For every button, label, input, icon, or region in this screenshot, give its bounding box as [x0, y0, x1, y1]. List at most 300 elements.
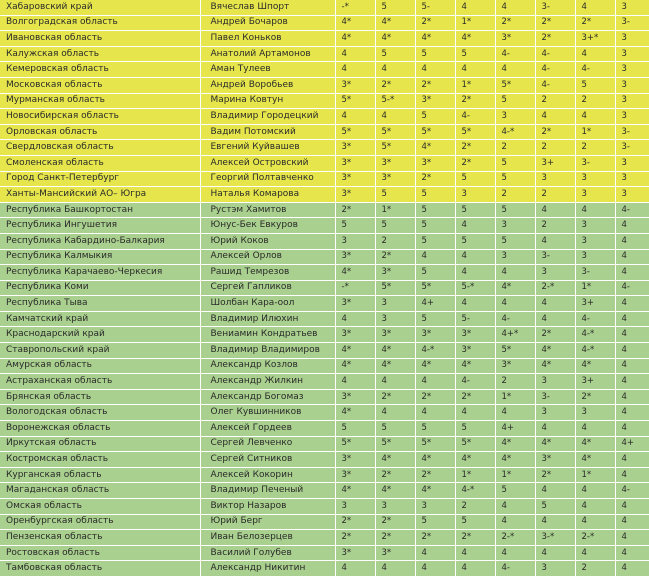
score-cell: 4	[615, 421, 649, 437]
score-cell: 1*	[455, 15, 495, 31]
score-cell: 4	[455, 249, 495, 265]
score-cell: 3	[375, 499, 415, 515]
score-cell: 4*	[455, 452, 495, 468]
score-cell: 3	[335, 233, 375, 249]
table-row	[0, 218, 649, 234]
table-row	[0, 343, 649, 359]
score-cell: 4-*	[495, 124, 535, 140]
score-cell: 3	[575, 218, 615, 234]
score-cell: 3	[615, 155, 649, 171]
region-name: Иркутская область	[0, 436, 200, 452]
score-cell: 4	[575, 545, 615, 561]
governor-name: Александр Жилкин	[200, 374, 335, 390]
score-cell: 4	[375, 62, 415, 78]
score-cell: 3-	[575, 265, 615, 281]
score-cell: 4+	[495, 421, 535, 437]
governor-name: Сергей Гапликов	[200, 280, 335, 296]
score-cell: 5	[495, 233, 535, 249]
score-cell: 4	[615, 389, 649, 405]
governor-name: Павел Коньков	[200, 31, 335, 47]
score-cell: 4-*	[415, 343, 455, 359]
score-cell: 4	[535, 296, 575, 312]
score-cell: 4	[335, 62, 375, 78]
score-cell: 4	[575, 0, 615, 15]
score-cell: 5*	[415, 436, 455, 452]
region-name: Краснодарский край	[0, 327, 200, 343]
governor-name: Алексей Кокорин	[200, 467, 335, 483]
score-cell: 4+	[615, 436, 649, 452]
score-cell: 5	[455, 46, 495, 62]
table-row	[0, 530, 649, 546]
score-cell: 4*	[375, 483, 415, 499]
score-cell: 3*	[375, 155, 415, 171]
score-cell: 3	[495, 218, 535, 234]
score-cell: 3	[615, 187, 649, 203]
score-cell: 2*	[415, 77, 455, 93]
score-cell: 3-	[535, 389, 575, 405]
score-cell: 4	[415, 249, 455, 265]
governor-name: Алексей Островский	[200, 155, 335, 171]
score-cell: 5-*	[375, 93, 415, 109]
score-cell: 5	[375, 0, 415, 15]
region-name: Ханты-Мансийский АО– Югра	[0, 187, 200, 203]
score-cell: 4*	[455, 358, 495, 374]
table-row	[0, 280, 649, 296]
score-cell: 4	[535, 545, 575, 561]
governor-name: Шолбан Кара-оол	[200, 296, 335, 312]
score-cell: 4	[615, 561, 649, 577]
score-cell: 1*	[575, 280, 615, 296]
table-row	[0, 545, 649, 561]
score-cell: 4*	[415, 483, 455, 499]
governor-name: Вячеслав Шпорт	[200, 0, 335, 15]
score-cell: 4-	[575, 311, 615, 327]
score-cell: 3*	[335, 327, 375, 343]
governor-name: Виктор Назаров	[200, 499, 335, 515]
score-cell: -*	[335, 280, 375, 296]
score-cell: 3*	[375, 327, 415, 343]
governor-name: Иван Белозерцев	[200, 530, 335, 546]
score-cell: 5	[455, 202, 495, 218]
score-cell: 2*	[415, 171, 455, 187]
score-cell: 4	[575, 46, 615, 62]
score-cell: 5	[375, 421, 415, 437]
score-cell: 4	[535, 311, 575, 327]
score-cell: 4	[415, 561, 455, 577]
score-cell: 3	[415, 499, 455, 515]
table-row	[0, 187, 649, 203]
governor-name: Аман Тулеев	[200, 62, 335, 78]
region-name: Волгоградская область	[0, 15, 200, 31]
score-cell: 3-	[575, 155, 615, 171]
score-cell: 5	[375, 218, 415, 234]
region-name: Республика Башкортостан	[0, 202, 200, 218]
score-cell: 4	[495, 62, 535, 78]
table-row	[0, 171, 649, 187]
score-cell: 4*	[335, 15, 375, 31]
score-cell: 4*	[375, 452, 415, 468]
score-cell: 4*	[335, 405, 375, 421]
score-cell: 4-	[615, 202, 649, 218]
score-cell: 5	[495, 171, 535, 187]
score-cell: 5-	[415, 0, 455, 15]
score-cell: 3	[535, 265, 575, 281]
score-cell: 5-*	[455, 280, 495, 296]
score-cell: 5	[495, 202, 535, 218]
region-name: Тамбовская область	[0, 561, 200, 577]
score-cell: 2*	[535, 467, 575, 483]
score-cell: 4-*	[575, 343, 615, 359]
score-cell: 3*	[455, 343, 495, 359]
table-row	[0, 140, 649, 156]
region-name: Оренбургская область	[0, 514, 200, 530]
score-cell: 5	[415, 46, 455, 62]
score-cell: 4+	[415, 296, 455, 312]
score-cell: 4	[495, 296, 535, 312]
table-row	[0, 233, 649, 249]
score-cell: 2-*	[575, 530, 615, 546]
score-cell: 3*	[415, 155, 455, 171]
score-cell: 4	[415, 374, 455, 390]
score-cell: 3*	[335, 545, 375, 561]
governor-name: Вениамин Кондратьев	[200, 327, 335, 343]
score-cell: 3	[575, 233, 615, 249]
score-cell: 3	[615, 77, 649, 93]
governor-name: Наталья Комарова	[200, 187, 335, 203]
governor-name: Олег Кувшинников	[200, 405, 335, 421]
region-name: Омская область	[0, 499, 200, 515]
score-cell: 4	[495, 545, 535, 561]
score-cell: 2*	[375, 467, 415, 483]
score-cell: 2*	[375, 530, 415, 546]
table-row	[0, 124, 649, 140]
score-cell: 5*	[375, 140, 415, 156]
score-cell: 2	[575, 561, 615, 577]
score-cell: 3	[495, 109, 535, 125]
score-cell: 4	[455, 561, 495, 577]
region-name: Кемеровская область	[0, 62, 200, 78]
score-cell: 4-	[535, 46, 575, 62]
score-cell: 4	[615, 265, 649, 281]
score-cell: 2*	[455, 389, 495, 405]
region-name: Вологодская область	[0, 405, 200, 421]
score-cell: 4-	[495, 561, 535, 577]
score-cell: 4	[415, 405, 455, 421]
score-cell: 2	[535, 218, 575, 234]
score-cell: 4-	[495, 311, 535, 327]
score-cell: 3	[575, 187, 615, 203]
table-row	[0, 389, 649, 405]
region-name: Калужская область	[0, 46, 200, 62]
score-cell: 4	[335, 561, 375, 577]
score-cell: 5*	[335, 93, 375, 109]
score-cell: 3*	[335, 389, 375, 405]
region-name: Камчатский край	[0, 311, 200, 327]
governor-name: Владимир Илюхин	[200, 311, 335, 327]
table-row	[0, 93, 649, 109]
score-cell: 4	[575, 499, 615, 515]
score-cell: 2*	[575, 389, 615, 405]
score-cell: 5	[415, 265, 455, 281]
table-row	[0, 452, 649, 468]
score-cell: 3*	[415, 93, 455, 109]
table-row	[0, 15, 649, 31]
score-cell: 1*	[495, 389, 535, 405]
score-cell: 1*	[495, 467, 535, 483]
region-name: Костромская область	[0, 452, 200, 468]
governor-name: Георгий Полтавченко	[200, 171, 335, 187]
score-cell: 4*	[575, 436, 615, 452]
score-cell: 4*	[415, 358, 455, 374]
score-cell: 5	[415, 109, 455, 125]
score-cell: 4	[575, 202, 615, 218]
score-cell: 2*	[535, 327, 575, 343]
score-cell: 5	[415, 311, 455, 327]
governor-name: Анатолий Артамонов	[200, 46, 335, 62]
score-cell: 4*	[335, 358, 375, 374]
score-cell: 4	[615, 452, 649, 468]
score-cell: 4-	[455, 109, 495, 125]
score-cell: 4	[455, 296, 495, 312]
score-cell: 4*	[375, 343, 415, 359]
score-cell: 3	[575, 405, 615, 421]
score-cell: 2*	[455, 140, 495, 156]
score-cell: 5	[415, 514, 455, 530]
score-cell: 2	[375, 233, 415, 249]
score-cell: 3	[615, 31, 649, 47]
score-cell: 4*	[535, 358, 575, 374]
table-row	[0, 296, 649, 312]
governor-name: Андрей Воробьев	[200, 77, 335, 93]
table-row	[0, 327, 649, 343]
score-cell: 5	[415, 218, 455, 234]
score-cell: 1*	[375, 202, 415, 218]
score-cell: 3*	[335, 296, 375, 312]
score-cell: 1*	[575, 467, 615, 483]
score-cell: 2*	[575, 15, 615, 31]
table-row	[0, 62, 649, 78]
score-cell: 5	[495, 155, 535, 171]
governor-name: Василий Голубев	[200, 545, 335, 561]
region-name: Пензенская область	[0, 530, 200, 546]
score-cell: 2*	[415, 389, 455, 405]
score-cell: 2*	[375, 389, 415, 405]
score-cell: 4-*	[455, 483, 495, 499]
score-cell: 5*	[455, 124, 495, 140]
governor-name: Владимир Владимиров	[200, 343, 335, 359]
region-name: Магаданская область	[0, 483, 200, 499]
score-cell: 4	[455, 405, 495, 421]
score-cell: 2	[535, 187, 575, 203]
score-cell: 2*	[415, 467, 455, 483]
score-cell: 5	[415, 187, 455, 203]
governor-name: Евгений Куйвашев	[200, 140, 335, 156]
score-cell: 4	[535, 202, 575, 218]
region-name: Республика Ингушетия	[0, 218, 200, 234]
score-cell: 3*	[375, 545, 415, 561]
score-cell: 4*	[335, 265, 375, 281]
governor-name: Андрей Бочаров	[200, 15, 335, 31]
score-cell: 4	[615, 499, 649, 515]
score-cell: 3*	[335, 155, 375, 171]
table-row	[0, 109, 649, 125]
score-cell: 4	[615, 218, 649, 234]
score-cell: 3	[375, 311, 415, 327]
score-cell: 4*	[535, 343, 575, 359]
score-cell: 4+*	[495, 327, 535, 343]
score-cell: 4	[535, 421, 575, 437]
score-cell: 4	[455, 265, 495, 281]
region-name: Амурская область	[0, 358, 200, 374]
score-cell: 4*	[335, 343, 375, 359]
score-cell: 4	[615, 374, 649, 390]
score-cell: 4-*	[575, 327, 615, 343]
score-cell: 4*	[375, 15, 415, 31]
score-cell: 3+*	[575, 31, 615, 47]
score-cell: 5	[455, 421, 495, 437]
score-cell: 5	[535, 499, 575, 515]
score-cell: 5	[455, 514, 495, 530]
score-cell: 4	[335, 109, 375, 125]
table-row	[0, 436, 649, 452]
governor-name: Владимир Печеный	[200, 483, 335, 499]
governor-name: Владимир Городецкий	[200, 109, 335, 125]
governor-name: Алексей Орлов	[200, 249, 335, 265]
score-cell: 3	[535, 171, 575, 187]
table-row	[0, 155, 649, 171]
table-row	[0, 405, 649, 421]
governor-name: Александр Козлов	[200, 358, 335, 374]
score-cell: 2*	[375, 77, 415, 93]
score-cell: 5	[375, 46, 415, 62]
score-cell: 5*	[495, 343, 535, 359]
score-cell: 3	[535, 405, 575, 421]
score-cell: 5*	[455, 436, 495, 452]
governor-name: Вадим Потомский	[200, 124, 335, 140]
score-cell: 3+	[575, 374, 615, 390]
table-row	[0, 358, 649, 374]
score-cell: 5*	[415, 124, 455, 140]
table-row	[0, 499, 649, 515]
score-cell: 3+	[535, 155, 575, 171]
table-row	[0, 31, 649, 47]
score-cell: 3	[615, 46, 649, 62]
score-cell: 2*	[375, 514, 415, 530]
region-name: Ивановская область	[0, 31, 200, 47]
score-cell: 3*	[335, 467, 375, 483]
score-cell: 4	[335, 46, 375, 62]
score-cell: 2	[495, 140, 535, 156]
score-cell: 4	[615, 358, 649, 374]
region-name: Республика Коми	[0, 280, 200, 296]
region-name: Республика Кабардино-Балкария	[0, 233, 200, 249]
score-cell: 4*	[415, 140, 455, 156]
score-cell: 4	[375, 374, 415, 390]
table-row	[0, 249, 649, 265]
score-cell: 4*	[535, 436, 575, 452]
score-cell: 4-	[455, 374, 495, 390]
score-cell: 3	[615, 171, 649, 187]
score-cell: 4	[415, 545, 455, 561]
governor-name: Александр Богомаз	[200, 389, 335, 405]
score-cell: 5-	[455, 311, 495, 327]
region-name: Новосибирская область	[0, 109, 200, 125]
score-cell: 2-*	[495, 530, 535, 546]
score-cell: 4*	[575, 452, 615, 468]
score-cell: 4	[615, 343, 649, 359]
score-cell: 5*	[335, 124, 375, 140]
score-cell: 4	[615, 311, 649, 327]
governor-name: Сергей Ситников	[200, 452, 335, 468]
score-cell: 3	[335, 499, 375, 515]
score-cell: 4	[455, 545, 495, 561]
table-row	[0, 265, 649, 281]
region-name: Республика Карачаево-Черкесия	[0, 265, 200, 281]
score-cell: 3	[615, 93, 649, 109]
score-cell: 4*	[415, 452, 455, 468]
score-cell: 3*	[455, 327, 495, 343]
score-cell: 5*	[495, 77, 535, 93]
score-cell: 4	[335, 374, 375, 390]
score-cell: 3	[575, 249, 615, 265]
score-cell: 3	[575, 171, 615, 187]
score-cell: 4	[375, 109, 415, 125]
score-cell: 4	[455, 0, 495, 15]
table-row	[0, 374, 649, 390]
score-cell: 4	[615, 514, 649, 530]
score-cell: 2*	[455, 93, 495, 109]
score-cell: 3*	[495, 358, 535, 374]
score-cell: 2*	[415, 15, 455, 31]
score-cell: 4	[615, 467, 649, 483]
region-name: Воронежская область	[0, 421, 200, 437]
score-cell: 2*	[375, 249, 415, 265]
score-cell: 5	[495, 93, 535, 109]
score-cell: 3-*	[535, 530, 575, 546]
score-cell: 2*	[415, 530, 455, 546]
score-cell: 3-	[615, 124, 649, 140]
score-cell: 5	[335, 218, 375, 234]
score-cell: 5*	[375, 280, 415, 296]
score-cell: 2-*	[535, 280, 575, 296]
score-cell: 4	[415, 62, 455, 78]
region-name: Астраханская область	[0, 374, 200, 390]
score-cell: 4	[535, 109, 575, 125]
score-cell: 3+	[575, 296, 615, 312]
score-cell: 4	[495, 499, 535, 515]
score-cell: 4-	[615, 280, 649, 296]
score-cell: 4	[375, 561, 415, 577]
score-cell: 2*	[335, 514, 375, 530]
governor-name: Алексей Гордеев	[200, 421, 335, 437]
score-cell: 5	[575, 77, 615, 93]
score-cell: 3-	[535, 0, 575, 15]
table-row	[0, 514, 649, 530]
score-cell: 2	[575, 140, 615, 156]
score-cell: 5	[415, 421, 455, 437]
score-cell: 4-	[575, 62, 615, 78]
score-cell: 2	[495, 374, 535, 390]
score-cell: 1*	[575, 124, 615, 140]
score-cell: 5*	[415, 280, 455, 296]
score-cell: 3-	[615, 140, 649, 156]
score-cell: 3	[535, 561, 575, 577]
score-cell: 5	[455, 171, 495, 187]
score-cell: 4	[615, 530, 649, 546]
score-cell: 4	[335, 311, 375, 327]
score-cell: 2	[495, 187, 535, 203]
score-cell: 4*	[575, 358, 615, 374]
